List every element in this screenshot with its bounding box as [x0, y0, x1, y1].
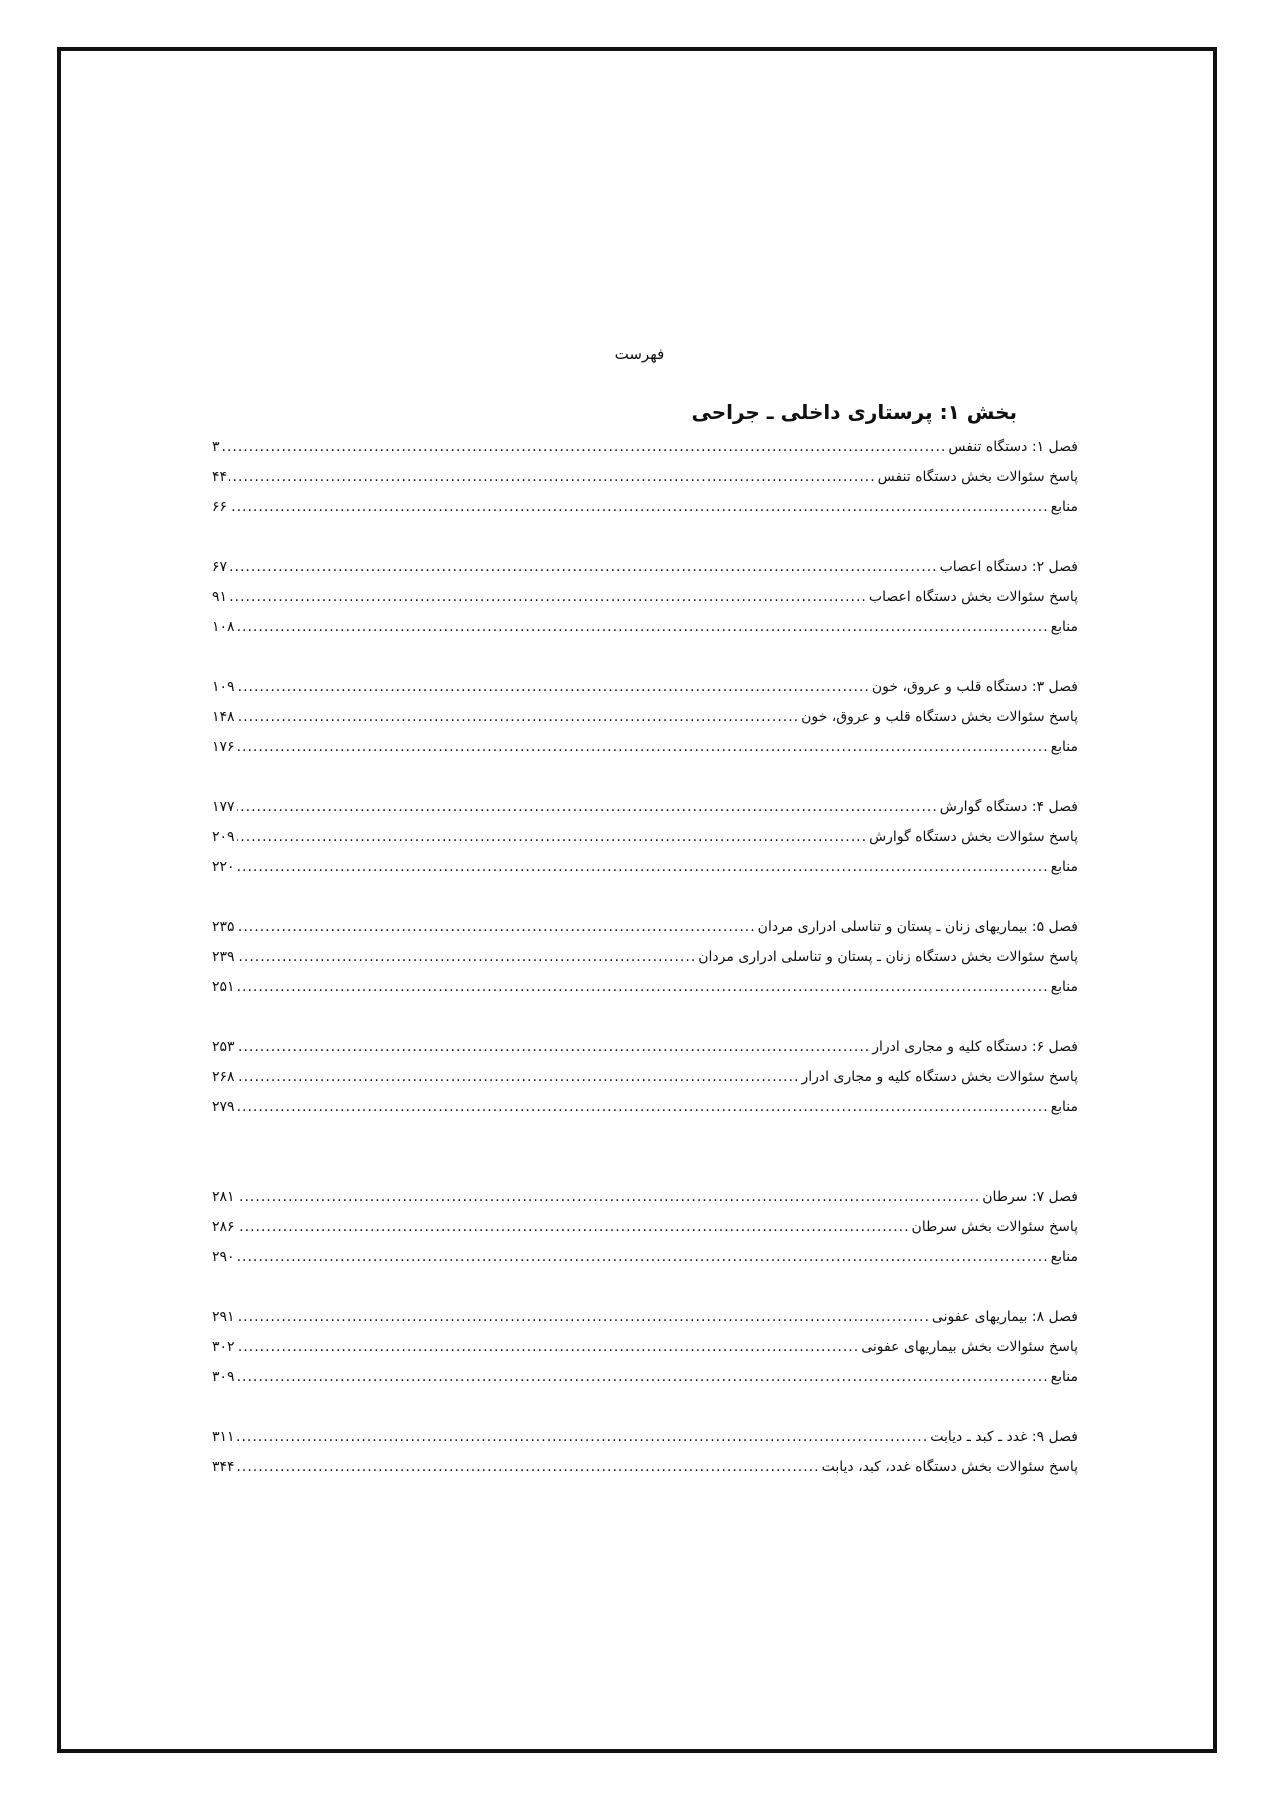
toc-entry-title: منابع [1050, 619, 1078, 635]
toc-entry-title: پاسخ سئوالات بخش سرطان [911, 1219, 1078, 1235]
dot-leader [237, 1032, 871, 1062]
toc-entry-title: منابع [1050, 499, 1078, 515]
toc-entry-page-number: ۱۷۶ [212, 739, 235, 755]
toc-entry-title: منابع [1050, 739, 1078, 755]
toc-entry-title: پاسخ سئوالات بخش دستگاه قلب و عروق، خون [801, 709, 1078, 725]
toc-entry[interactable] [212, 1452, 1078, 1482]
toc-entry[interactable] [212, 702, 1078, 732]
page-title: فهرست [614, 345, 665, 363]
toc-entry[interactable] [212, 852, 1078, 882]
dot-leader [237, 1182, 981, 1212]
toc-entry[interactable] [212, 1302, 1078, 1332]
toc-entry[interactable] [212, 552, 1078, 582]
toc-entry-title: پاسخ سئوالات بخش بیماریهای عفونی [861, 1339, 1078, 1355]
toc-entry-title: فصل ۶: دستگاه کلیه و مجاری ادرار [872, 1039, 1078, 1055]
toc-entry-title: فصل ۹: غدد ـ کبد ـ دیابت [930, 1429, 1078, 1445]
dot-leader [237, 1332, 860, 1362]
dot-leader [237, 792, 938, 822]
dot-leader [237, 612, 1049, 642]
toc-entry-page-number: ۲۵۱ [212, 979, 235, 995]
toc-entry-page-number: ۳۱۱ [212, 1429, 235, 1445]
toc-group [212, 552, 1078, 642]
toc-group [212, 792, 1078, 882]
toc-entry[interactable] [212, 1062, 1078, 1092]
toc-entry-page-number: ۲۳۹ [212, 949, 235, 965]
toc-entry-page-number: ۴۴ [212, 469, 228, 485]
toc-entry[interactable] [212, 792, 1078, 822]
toc-entry-title: فصل ۸: بیماریهای عفونی [931, 1309, 1078, 1325]
toc-entry-page-number: ۲۸۶ [212, 1219, 235, 1235]
toc-entry-page-number: ۲۰۹ [212, 829, 235, 845]
dot-leader [237, 822, 868, 852]
toc-entry[interactable] [212, 942, 1078, 972]
toc-entry-title: پاسخ سئوالات بخش دستگاه تنفس [877, 469, 1078, 485]
toc-entry-title: پاسخ سئوالات بخش دستگاه کلیه و مجاری ادرار [801, 1069, 1078, 1085]
toc-entry-page-number: ۶۷ [212, 559, 228, 575]
toc-entry-page-number: ۱۰۹ [212, 679, 235, 695]
toc-entry-title: پاسخ سئوالات بخش دستگاه غدد، کبد، دیابت [821, 1459, 1078, 1475]
toc-entry-page-number: ۶۶ [212, 499, 228, 515]
toc-entry-page-number: ۲۸۱ [212, 1189, 235, 1205]
toc-entry-title: فصل ۱: دستگاه تنفس [948, 439, 1078, 455]
toc-entry[interactable] [212, 1242, 1078, 1272]
dot-leader [237, 702, 800, 732]
toc-entry[interactable] [212, 432, 1078, 462]
toc-entry-title: پاسخ سئوالات بخش دستگاه گوارش [869, 829, 1078, 845]
toc-entry-page-number: ۳۰۹ [212, 1369, 235, 1385]
toc-entry-title: فصل ۲: دستگاه اعصاب [939, 559, 1078, 575]
toc-entry[interactable] [212, 822, 1078, 852]
toc-entry[interactable] [212, 1332, 1078, 1362]
dot-leader [229, 462, 876, 492]
dot-leader [237, 852, 1049, 882]
toc-entry[interactable] [212, 672, 1078, 702]
toc-group [212, 1182, 1078, 1272]
toc-entry-title: پاسخ سئوالات بخش دستگاه اعصاب [868, 589, 1078, 605]
dot-leader [229, 552, 938, 582]
toc-entry-title: پاسخ سئوالات بخش دستگاه زنان ـ پستان و تناسلی ادراری مردان [698, 949, 1078, 965]
dot-leader [237, 1422, 929, 1452]
table-of-contents [212, 432, 1078, 1512]
toc-entry[interactable] [212, 1182, 1078, 1212]
toc-group [212, 1032, 1078, 1122]
toc-entry[interactable] [212, 1032, 1078, 1062]
toc-group [212, 432, 1078, 522]
dot-leader [237, 912, 756, 942]
toc-entry-title: فصل ۳: دستگاه قلب و عروق، خون [871, 679, 1078, 695]
toc-entry-page-number: ۳۴۴ [212, 1459, 235, 1475]
toc-group [212, 912, 1078, 1002]
toc-entry-page-number: ۱۷۷ [212, 799, 235, 815]
toc-entry[interactable] [212, 1212, 1078, 1242]
toc-entry[interactable] [212, 492, 1078, 522]
toc-entry[interactable] [212, 1092, 1078, 1122]
dot-leader [237, 972, 1049, 1002]
toc-entry-title: فصل ۴: دستگاه گوارش [939, 799, 1078, 815]
toc-group [212, 1302, 1078, 1392]
dot-leader [237, 1062, 800, 1092]
toc-entry-title: منابع [1050, 979, 1078, 995]
toc-group [212, 672, 1078, 762]
dot-leader [229, 492, 1049, 522]
dot-leader [237, 1212, 910, 1242]
toc-entry[interactable] [212, 732, 1078, 762]
dot-leader [222, 432, 947, 462]
part-title: بخش ۱: پرستاری داخلی ـ جراحی [691, 400, 1017, 424]
toc-entry-page-number: ۲۳۵ [212, 919, 235, 935]
toc-entry-page-number: ۲۷۹ [212, 1099, 235, 1115]
dot-leader [237, 942, 697, 972]
dot-leader [237, 1092, 1049, 1122]
toc-entry-page-number: ۹۱ [212, 589, 228, 605]
toc-entry-title: منابع [1050, 1249, 1078, 1265]
toc-entry-page-number: ۱۰۸ [212, 619, 235, 635]
toc-entry[interactable] [212, 972, 1078, 1002]
toc-entry-page-number: ۲۲۰ [212, 859, 235, 875]
toc-group [212, 1422, 1078, 1482]
dot-leader [237, 1242, 1049, 1272]
toc-entry-page-number: ۳ [212, 439, 220, 455]
toc-entry-page-number: ۲۹۱ [212, 1309, 235, 1325]
dot-leader [237, 732, 1049, 762]
toc-entry-page-number: ۲۵۳ [212, 1039, 235, 1055]
toc-entry-page-number: ۲۶۸ [212, 1069, 235, 1085]
toc-entry[interactable] [212, 462, 1078, 492]
toc-entry-title: منابع [1050, 859, 1078, 875]
toc-entry[interactable] [212, 612, 1078, 642]
dot-leader [229, 582, 867, 612]
toc-entry-title: منابع [1050, 1369, 1078, 1385]
toc-entry[interactable] [212, 1422, 1078, 1452]
toc-entry[interactable] [212, 582, 1078, 612]
dot-leader [237, 1452, 820, 1482]
toc-entry[interactable] [212, 1362, 1078, 1392]
dot-leader [237, 1362, 1049, 1392]
toc-entry-page-number: ۳۰۲ [212, 1339, 235, 1355]
toc-entry-title: منابع [1050, 1099, 1078, 1115]
dot-leader [237, 672, 870, 702]
toc-entry-title: فصل ۷: سرطان [982, 1189, 1078, 1205]
toc-entry-title: فصل ۵: بیماریهای زنان ـ پستان و تناسلی ادراری مردان [757, 919, 1078, 935]
toc-entry-page-number: ۱۴۸ [212, 709, 235, 725]
toc-entry[interactable] [212, 912, 1078, 942]
dot-leader [237, 1302, 930, 1332]
toc-entry-page-number: ۲۹۰ [212, 1249, 235, 1265]
